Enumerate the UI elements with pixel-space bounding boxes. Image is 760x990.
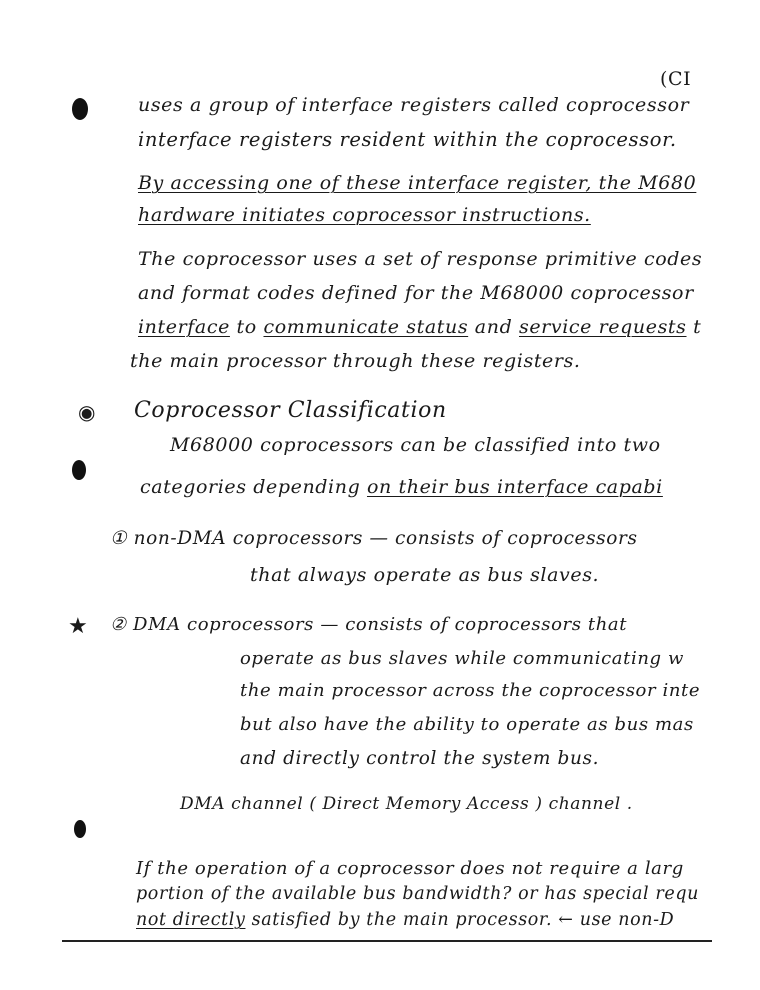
- paragraph-line-3: [136, 910, 674, 930]
- page-number: (CI: [660, 68, 692, 90]
- list-item-2-line-3: the main processor across the coprocessor inte: [240, 680, 701, 701]
- list-item-2-line-1: ② DMA coprocessors — consists of coprocessors that: [110, 614, 628, 635]
- list-item-1-line-1: ① non-DMA coprocessors — consists of coprocessors: [110, 528, 638, 549]
- underlined-communicate-status: communicate status: [263, 316, 469, 338]
- text-line-2: interface registers resident within the coprocessor.: [138, 128, 677, 151]
- star-icon: ★: [68, 614, 88, 639]
- text-line-1: uses a group of interface registers called coprocessor: [138, 94, 690, 116]
- text-line-7: the main processor through these registers.: [130, 350, 581, 372]
- underlined-interface: interface: [138, 316, 230, 338]
- binder-hole-1: [72, 98, 88, 120]
- paragraph-line-1: If the operation of a coprocessor does not require a larg: [136, 858, 684, 879]
- text-to: to: [229, 316, 264, 338]
- heading-line-2: [140, 476, 663, 498]
- underlined-not-directly: not directly: [136, 910, 246, 930]
- text-line-6: [138, 316, 701, 338]
- list-item-2-line-5: and directly control the system bus.: [240, 748, 600, 769]
- list-item-2-line-4: but also have the ability to operate as bus mas: [240, 714, 694, 735]
- text-categories: categories depending: [140, 476, 367, 498]
- underlined-bus-interface: on their bus interface capabi: [366, 476, 663, 498]
- text-line-5: and format codes defined for the M68000 coprocessor: [138, 282, 694, 304]
- list-item-1-line-2: that always operate as bus slaves.: [250, 564, 600, 586]
- text-line-4: The coprocessor uses a set of response primitive codes: [138, 248, 703, 270]
- binder-hole-3: [74, 820, 86, 838]
- text-t: t: [686, 316, 702, 338]
- dma-channel-note: DMA channel ( Direct Memory Access ) channel .: [180, 794, 633, 814]
- binder-hole-2: [72, 460, 86, 480]
- text-line-3b: hardware initiates coprocessor instructions.: [138, 204, 591, 226]
- underlined-service-requests: service requests: [518, 316, 687, 338]
- section-heading: Coprocessor Classification: [134, 398, 447, 423]
- bottom-rule: [62, 940, 712, 942]
- heading-line-1: M68000 coprocessors can be classified into two: [170, 434, 661, 456]
- heading-bullet-icon: ◉: [78, 400, 96, 424]
- text-and: and: [468, 316, 519, 338]
- paragraph-line-2: portion of the available bus bandwidth? or has special requ: [136, 884, 699, 904]
- list-item-2-line-2: operate as bus slaves while communicating w: [240, 648, 684, 669]
- text-satisfied: satisfied by the main processor. ← use non-D: [245, 910, 675, 930]
- text-line-3a: By accessing one of these interface register, the M680: [138, 172, 697, 194]
